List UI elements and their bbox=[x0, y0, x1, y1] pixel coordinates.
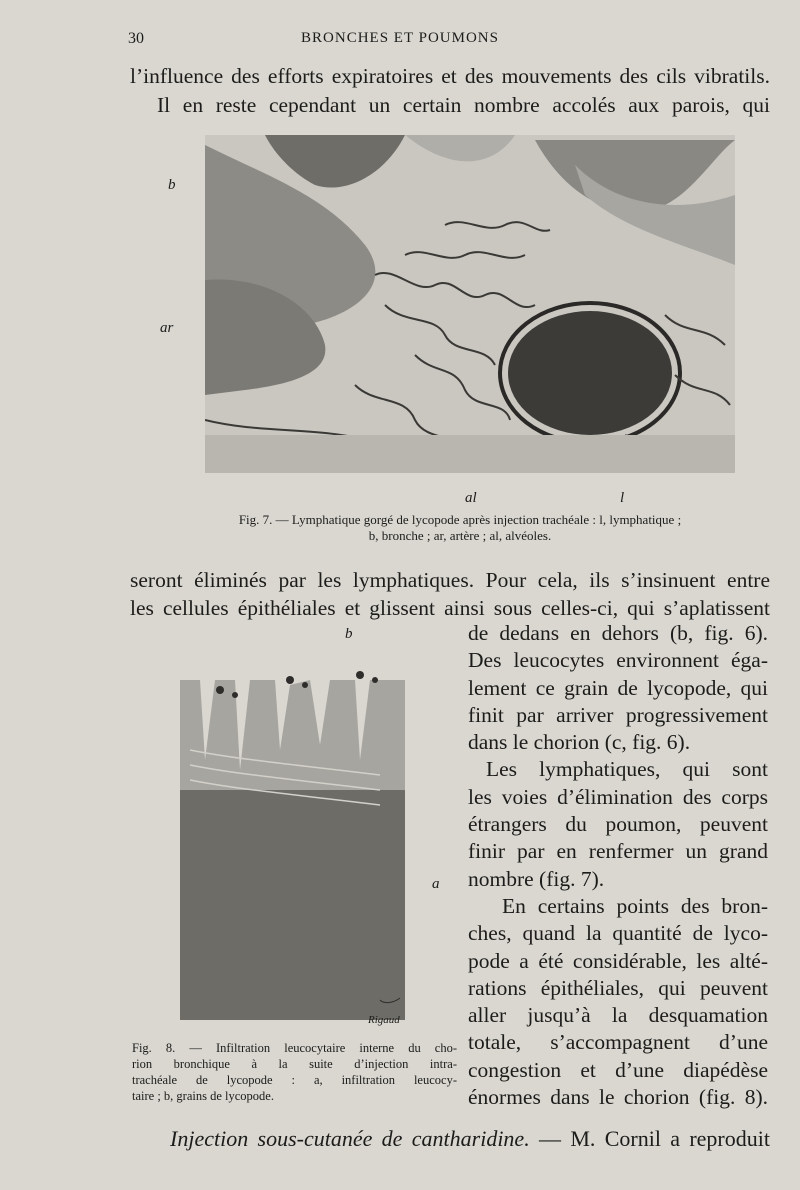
text-line-1: l’influence des efforts expiratoires et des mouvements des cils vibratils. bbox=[130, 64, 770, 88]
figure-8-label-a: a bbox=[432, 876, 440, 892]
column-line: énormes dans le chorion (fig. 8). bbox=[468, 1085, 768, 1110]
column-line: ches, quand la quantité de lyco- bbox=[468, 921, 768, 946]
column-line: finit par arriver progressivement bbox=[468, 702, 768, 727]
figure-8-signature: Rigaud bbox=[368, 1014, 400, 1026]
text-line-3: seront éliminés par les lymphatiques. Pour cela, ils s’insinuent entre bbox=[130, 568, 770, 592]
figure-7-label-al: al bbox=[465, 490, 477, 506]
column-line: aller jusqu’à la desquamation bbox=[468, 1003, 768, 1028]
figure-7-label-b: b bbox=[168, 177, 176, 193]
column-line: lement ce grain de lycopode, qui bbox=[468, 675, 768, 700]
figure-8-caption-line: trachéale de lycopode : a, infiltration leucocy- bbox=[132, 1073, 457, 1087]
figure-8-caption bbox=[132, 1040, 457, 1104]
column-line: étrangers du poumon, peuvent bbox=[468, 812, 768, 837]
text-line-4: les cellules épithéliales et glissent ainsi sous celles-ci, qui s’aplatissent bbox=[130, 596, 770, 620]
figure-8-caption-line: rion bronchique à la suite d’injection intra- bbox=[132, 1057, 457, 1071]
column-line: dans le chorion (c, fig. 6). bbox=[468, 730, 691, 755]
column-line: rations épithéliales, qui peuvent bbox=[468, 975, 768, 1000]
column-line: congestion et d’une diapédèse bbox=[468, 1057, 768, 1082]
running-title: BRONCHES ET POUMONS bbox=[301, 30, 499, 46]
figure-8-caption-line: Fig. 8. — Infiltration leucocytaire interne du cho- bbox=[132, 1041, 457, 1055]
figure-8-caption-line: taire ; b, grains de lycopode. bbox=[132, 1089, 274, 1103]
footer-italic: Injection sous-cutanée de cantharidine. bbox=[170, 1126, 530, 1151]
footer-rest: — M. Cornil a reproduit bbox=[529, 1126, 770, 1151]
right-column-text bbox=[468, 620, 768, 1111]
footer-line bbox=[170, 1126, 770, 1152]
column-line: Des leucocytes environnent éga- bbox=[468, 648, 768, 673]
text-line-2: Il en reste cependant un certain nombre accolés aux parois, qui bbox=[157, 93, 770, 117]
column-line: En certains points des bron- bbox=[502, 893, 768, 918]
column-line: totale, s’accompagnent d’une bbox=[468, 1030, 768, 1055]
column-line: Les lymphatiques, qui sont bbox=[486, 757, 768, 782]
column-line: finir par en renfermer un grand bbox=[468, 839, 768, 864]
page-number: 30 bbox=[128, 30, 144, 47]
figure-7-label-ar: ar bbox=[160, 320, 174, 336]
column-line: de dedans en dehors (b, fig. 6). bbox=[468, 621, 768, 645]
column-line: pode a été considérable, les alté- bbox=[468, 948, 768, 973]
figure-7-label-l: l bbox=[620, 490, 625, 506]
figure-7-illustration bbox=[205, 135, 735, 473]
column-line: les voies d’élimination des corps bbox=[468, 784, 768, 809]
figure-7-caption-line-2: b, bronche ; ar, artère ; al, alvéoles. bbox=[368, 528, 552, 543]
figure-7-caption: Fig. 7. — Lymphatique gorgé de lycopode après injection trachéale : l, lymphatique ; bbox=[238, 512, 682, 527]
column-line: nombre (fig. 7). bbox=[468, 866, 605, 891]
figure-8-label-b: b bbox=[345, 626, 353, 642]
figure-8-illustration bbox=[180, 650, 410, 1035]
